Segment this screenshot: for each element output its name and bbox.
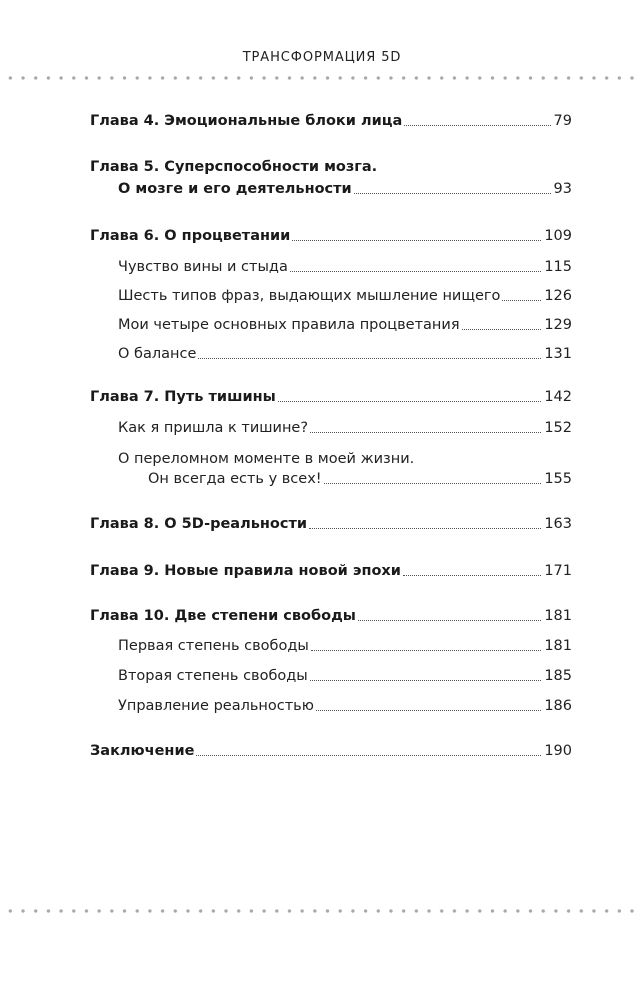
toc-entry [90,607,572,625]
dot-leader [198,357,541,359]
toc-entry-page: 181 [544,638,572,654]
toc-entry [118,316,572,334]
toc-entry-page: 142 [544,389,572,405]
toc-entry-title: Как я пришла к тишине? [118,420,309,436]
toc-entry-page: 126 [544,288,572,304]
toc-entry-title: Глава 4. Эмоциональные блоки лица [90,113,403,129]
toc-entry [90,388,572,406]
toc-entry-title: Глава 9. Новые правила новой эпохи [90,563,401,579]
toc-entry-title-line1: Глава 5. Суперспособности мозга. [90,159,378,175]
toc-entry-title: Управление реальностью [118,698,314,714]
toc-entry [90,112,572,130]
bottom-dotted-rule [4,908,640,914]
toc-entry-title: Глава 10. Две степени свободы [90,608,356,624]
toc-entry-title: Заключение [90,743,195,759]
running-header: ТРАНСФОРМАЦИЯ 5D [242,50,402,65]
dot-leader [310,431,541,433]
dot-leader [310,679,542,681]
toc-entry-title: Глава 8. О 5D-реальности [90,516,308,532]
toc-entry-page: 115 [544,259,572,275]
toc-entry [90,562,572,580]
dot-leader [502,299,541,301]
toc-entry-page: 131 [544,346,572,362]
dot-leader [311,649,541,651]
toc-entry [118,419,572,437]
toc-entry-page: 155 [544,471,572,487]
toc-entry [118,667,572,685]
dot-leader [196,754,541,756]
toc-entry-title: Первая степень свободы [118,638,309,654]
dot-leader [290,270,541,272]
toc-entry-page: 152 [544,420,572,436]
toc-entry-title: Шесть типов фраз, выдающих мышление нищего [118,288,501,304]
dot-leader [404,124,550,126]
toc-entry-page: 186 [544,698,572,714]
dot-leader [462,328,542,330]
dot-leader [354,192,551,194]
toc-entry-title: О мозге и его деятельности [118,181,352,197]
dot-leader [324,482,542,484]
toc-entry [118,287,572,305]
dot-leader [316,709,541,711]
toc-entry-title: Глава 6. О процветании [90,228,291,244]
toc-entry-page: 79 [553,113,572,129]
toc-entry-title: Чувство вины и стыда [118,259,288,275]
toc-entry-page: 171 [544,563,572,579]
toc-entry [118,345,572,363]
toc-entry-page: 109 [544,228,572,244]
toc-entry [90,515,572,533]
dot-leader [403,574,541,576]
toc-entry-page: 185 [544,668,572,684]
toc-entry-page: 190 [544,743,572,759]
toc-entry [90,742,572,760]
toc-entry-title: О балансе [118,346,197,362]
toc-entry-page: 129 [544,317,572,333]
toc-entry-title: Он всегда есть у всех! [148,471,322,487]
dot-leader [309,527,541,529]
toc-entry-title-line1: О переломном моменте в моей жизни. [118,451,415,467]
dot-leader [292,239,541,241]
toc-entry-title: Мои четыре основных правила процветания [118,317,460,333]
toc-entry-title: Вторая степень свободы [118,668,308,684]
toc-entry-page: 93 [553,181,572,197]
toc-entry [148,470,572,488]
toc-entry-page: 163 [544,516,572,532]
dot-leader [278,400,542,402]
toc-entry-page: 181 [544,608,572,624]
toc-entry [118,258,572,276]
toc-entry [118,180,572,198]
toc-entry-title: Глава 7. Путь тишины [90,389,276,405]
toc-entry [90,227,572,245]
toc-entry [118,697,572,715]
dot-leader [358,619,541,621]
toc-entry [118,637,572,655]
